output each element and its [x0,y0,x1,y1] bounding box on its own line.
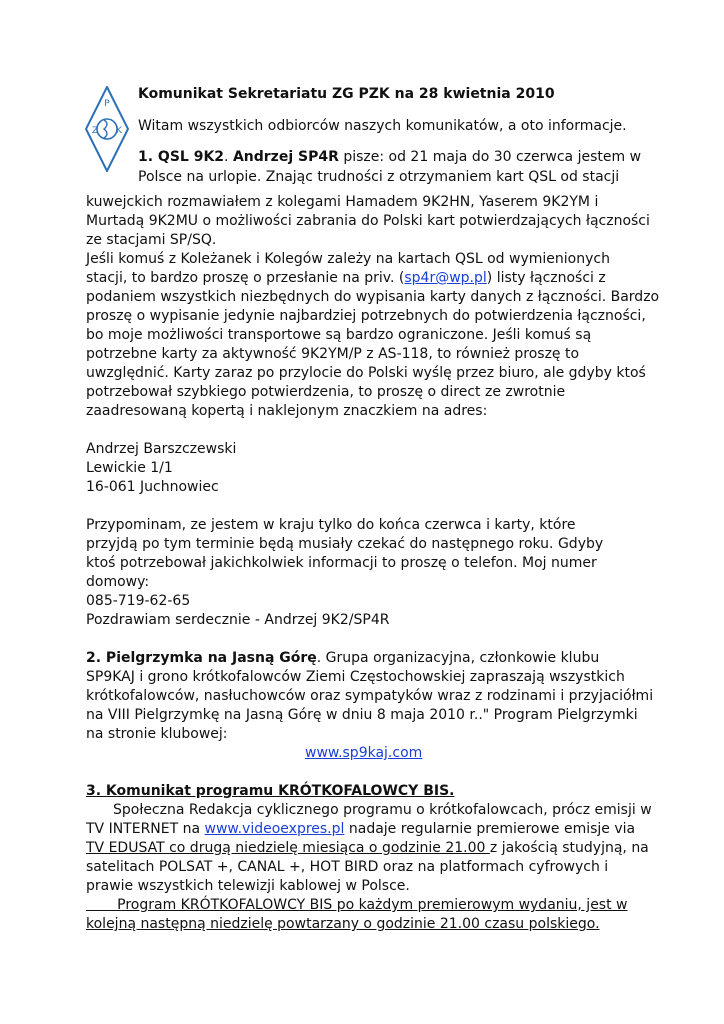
reminder-line: Przypominam, ze jestem w kraju tylko do końca czerwca i karty, które [86,517,576,533]
section1-sep: . [224,149,233,165]
reminder-line: domowy: [86,574,150,590]
section2-link-line [305,744,422,763]
section1-heading: 1. QSL 9K2 [138,149,225,165]
email-link[interactable]: sp4r@wp.pl [404,270,487,286]
section3-line [86,839,649,858]
section2-text: . Grupa organizacyjna, członkowie klubu [316,650,600,666]
section1-line: potrzebował szybkiego potwierdzenia, to proszę o direct ze zwrotnie [86,384,566,400]
section1-first-line [138,148,641,167]
section1-line: ze stacjami SP/SQ. [86,232,217,248]
section2-line: SP9KAJ i grono krótkofalowców Ziemi Częstochowskiej zapraszają wszystkich [86,669,625,685]
section2-first-line [86,649,599,668]
section2-heading: 2. Pielgrzymka na Jasną Górę [86,650,317,666]
section1-author: Andrzej SP4R [232,149,339,165]
section3-line [86,820,635,839]
section2-line: na stronie klubowej: [86,726,228,742]
address-city: 16-061 Juchnowiec [86,479,219,495]
section1-line: Murtadą 9K2MU o możliwości zabrania do Polski kart potwierdzających łączności [86,213,650,229]
greeting: Witam wszystkich odbiorców naszych komunikatów, a oto informacje. [138,118,627,134]
logo-letter-p: P [104,99,110,109]
section1-line: podaniem wszystkich niezbędnych do wypisania karty danych z łączności. Bardzo [86,289,660,305]
section1-line: uwzględnić. Karty zaraz po przylocie do Polski wyślę przez biuro, ale gdyby ktoś [86,365,646,381]
section1-line: zaadresowaną kopertą i naklejonym znaczkiem na adres: [86,403,488,419]
section1-line: proszę o wypisanie jedynie najbardziej potrzebnych do potwierdzenia łączności, [86,308,646,324]
section3-text: TV INTERNET na [86,821,205,837]
section3-text: nadaje regularnie premierowe emisje via [344,821,636,837]
section3-line: prawie wszystkich telewizji kablowej w Polsce. [86,878,410,894]
address-street: Lewickie 1/1 [86,460,173,476]
pzk-logo [84,86,130,172]
reminder-line: ktoś potrzebował jakichkolwiek informacji to proszę o telefon. Moj numer [86,555,597,571]
section3-underlined: TV EDUSAT co drugą niedzielę miesiąca o godzinie 21.00 [86,840,490,856]
regards-line: Pozdrawiam serdecznie - Andrzej 9K2/SP4R [86,612,390,628]
logo-letter-z: Z [91,126,99,136]
logo-letter-k: K [116,126,122,136]
phone-number: 085-719-62-65 [86,593,191,609]
section3-line: satelitach POLSAT +, CANAL +, HOT BIRD oraz na platformach cyfrowych i [86,859,609,875]
section1-text: ) listy łączności z [486,270,606,286]
section1-text: pisze: od 21 maja do 30 czerwca jestem w [338,149,642,165]
section3-line: Program KRÓTKOFALOWCY BIS po każdym premierowym wydaniu, jest w [86,897,628,913]
sp9kaj-link[interactable]: www.sp9kaj.com [305,745,423,761]
videoexpres-link[interactable]: www.videoexpres.pl [204,821,345,837]
page-title: Komunikat Sekretariatu ZG PZK na 28 kwietnia 2010 [138,86,555,102]
section1-line [86,269,606,288]
address-name: Andrzej Barszczewski [86,441,237,457]
section3-text: z jakością studyjną, na [489,840,649,856]
section1-text: stacji, to bardzo proszę o przesłanie na priv. ( [86,270,405,286]
section3-heading: 3. Komunikat programu KRÓTKOFALOWCY BIS. [86,783,455,799]
section1-line: kuwejckich rozmawiałem z kolegami Hamadem 9K2HN, Yaserem 9K2YM i [86,194,599,210]
section1-line: Polsce na urlopie. Znając trudności z otrzymaniem kart QSL od stacji [138,169,620,185]
section1-line: potrzebne karty za aktywność 9K2YM/P z AS-118, to również proszę to [86,346,580,362]
section2-line: na VIII Pielgrzymkę na Jasną Górę w dniu 8 maja 2010 r.." Program Pielgrzymki [86,707,638,723]
section3-line: kolejną następną niedzielę powtarzany o godzinie 21.00 czasu polskiego. [86,916,600,932]
section1-line: Jeśli komuś z Koleżanek i Kolegów zależy na kartach QSL od wymienionych [86,251,610,267]
section1-line: bo moje możliwości transportowe są bardzo ograniczone. Jeśli komuś są [86,327,592,343]
section2-line: krótkofalowców, nasłuchowców oraz sympatyków wraz z rodzinami i przyjaciółmi [86,688,654,704]
section3-line: Społeczna Redakcja cyklicznego programu o krótkofalowcach, prócz emisji w [113,802,652,818]
reminder-line: przyjdą po tym terminie będą musiały czekać do następnego roku. Gdyby [86,536,604,552]
